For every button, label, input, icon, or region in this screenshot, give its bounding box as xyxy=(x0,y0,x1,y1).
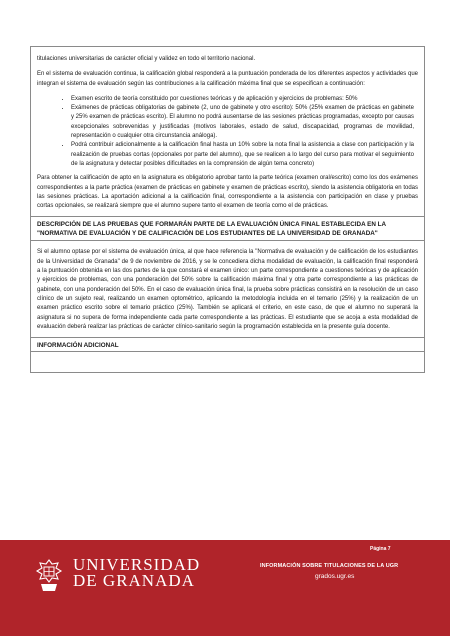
weighting-list xyxy=(37,95,418,169)
page-footer xyxy=(0,540,450,636)
intro-line: titulaciones universitarias de carácter oficial y validez en todo el territorio nacional. xyxy=(37,56,256,62)
degrees-url-link[interactable]: grados.ugr.es xyxy=(315,573,355,580)
page-number: Página 7 xyxy=(370,546,391,552)
list-item: • Exámenes de prácticas obligatorias de gabinete (2, uno de gabinete y otro escrito): 50% (25% examen de prácticas en gabinete y 25% examen de prácticas escrito). El alumno no podrá ausentarse de las sesiones prácticas programadas, excepto por causas excepcionales sobrevenidas y justificadas (motivos laborales, estado de salud, discapacidad, programas de movilidad, representación o cualquier otra circunstancia análoga). xyxy=(71,104,418,141)
additional-info-body xyxy=(30,352,425,373)
additional-info-header-row xyxy=(30,338,425,352)
university-crest-icon xyxy=(34,558,64,594)
list-item: • Podrá contribuir adicionalmente a la calificación final hasta un 10% sobre la nota final la asistencia a clase con participación y la realización de pruebas cortas (opcionales por parte del alumno), que se realicen a lo largo del curso para motivar el seguimiento de la asignatura y detectar posibles dificultades en la comprensión de algún tema concreto) xyxy=(71,141,418,169)
evaluation-text-box xyxy=(30,46,425,217)
continuous-evaluation-paragraph: En el sistema de evaluación continua, la calificación global responderá a la puntuación ponderada de los diferentes aspectos y actividades que integran el sistema de evaluación según las contribuciones a la calificación máxima final que se especifican a continuación: xyxy=(37,71,418,87)
single-evaluation-body xyxy=(30,241,425,338)
single-evaluation-paragraph: Si el alumno optase por el sistema de evaluación única, al que hace referencia la "Normativa de evaluación y de calificación de los estudiantes de la Universidad de Granada" de 9 de noviembre de 2016, y se le concediera dicha modalidad de evaluación, la calificación final responderá a la puntuación obtenida en las dos partes de la que constará el examen único: un parte correspondiente a cuestiones teóricas y de aplicación y ejercicios de problemas, con una ponderación del 50% sobre la calificación máxima final y otra parte correspondiente a las prácticas de gabinete, con una ponderación del 50%. En el caso de evaluación única final, la prueba sobre prácticas consistirá en la resolución de un caso clínico de un sujeto real, realizando un examen optométrico, aplicando la metodología incluida en el temario (25%) y la realización de un examen práctico escrito sobre el temario práctico (25%). También se aplicará el criterio, en este caso, de que el alumno no superará la asignatura si no supera de forma independiente cada parte correspondiente a las prácticas. El estudiante que se acoja a esta modalidad de evaluación deberá realizar las prácticas de carácter clínico-sanitario según la programación establecida en la presente guía docente. xyxy=(37,249,418,330)
single-evaluation-header-row xyxy=(30,217,425,241)
evaluation-document xyxy=(30,46,425,373)
degrees-info-label: INFORMACIÓN SOBRE TITULACIONES DE LA UGR xyxy=(260,563,399,569)
single-evaluation-heading: DESCRIPCIÓN DE LAS PRUEBAS QUE FORMARÁN PARTE DE LA EVALUACIÓN ÚNICA FINAL ESTABLECIDA EN LA "NORMATIVA DE EVALUACIÓN Y DE CALIFICACIÓN DE LOS ESTUDIANTES DE LA UNIVERSIDAD DE GRANADA" xyxy=(37,221,386,238)
university-name-line-2: DE GRANADA xyxy=(73,571,195,590)
pass-requirements-paragraph: Para obtener la calificación de apto en la asignatura es obligatorio aprobar tanto la parte teórica (examen oral/escrito) como los dos exámenes correspondientes a la parte práctica (examen de prácticas en gabinete y examen de prácticas escrito), siendo la asistencia obligatoria en todas las sesiones prácticas. La aportación adicional a la calificación final, correspondiente a la asistencia con participación en clase y pruebas cortas opcionales, se realizará siempre que el alumno supere tanto el examen de teoría como el de prácticas. xyxy=(37,175,418,210)
additional-info-heading: INFORMACIÓN ADICIONAL xyxy=(37,342,119,350)
university-name-line-1: UNIVERSIDAD xyxy=(73,555,201,574)
list-item: • Examen escrito de teoría constituido por cuestiones teóricas y de aplicación y ejercicios de problemas: 50% xyxy=(71,95,418,104)
